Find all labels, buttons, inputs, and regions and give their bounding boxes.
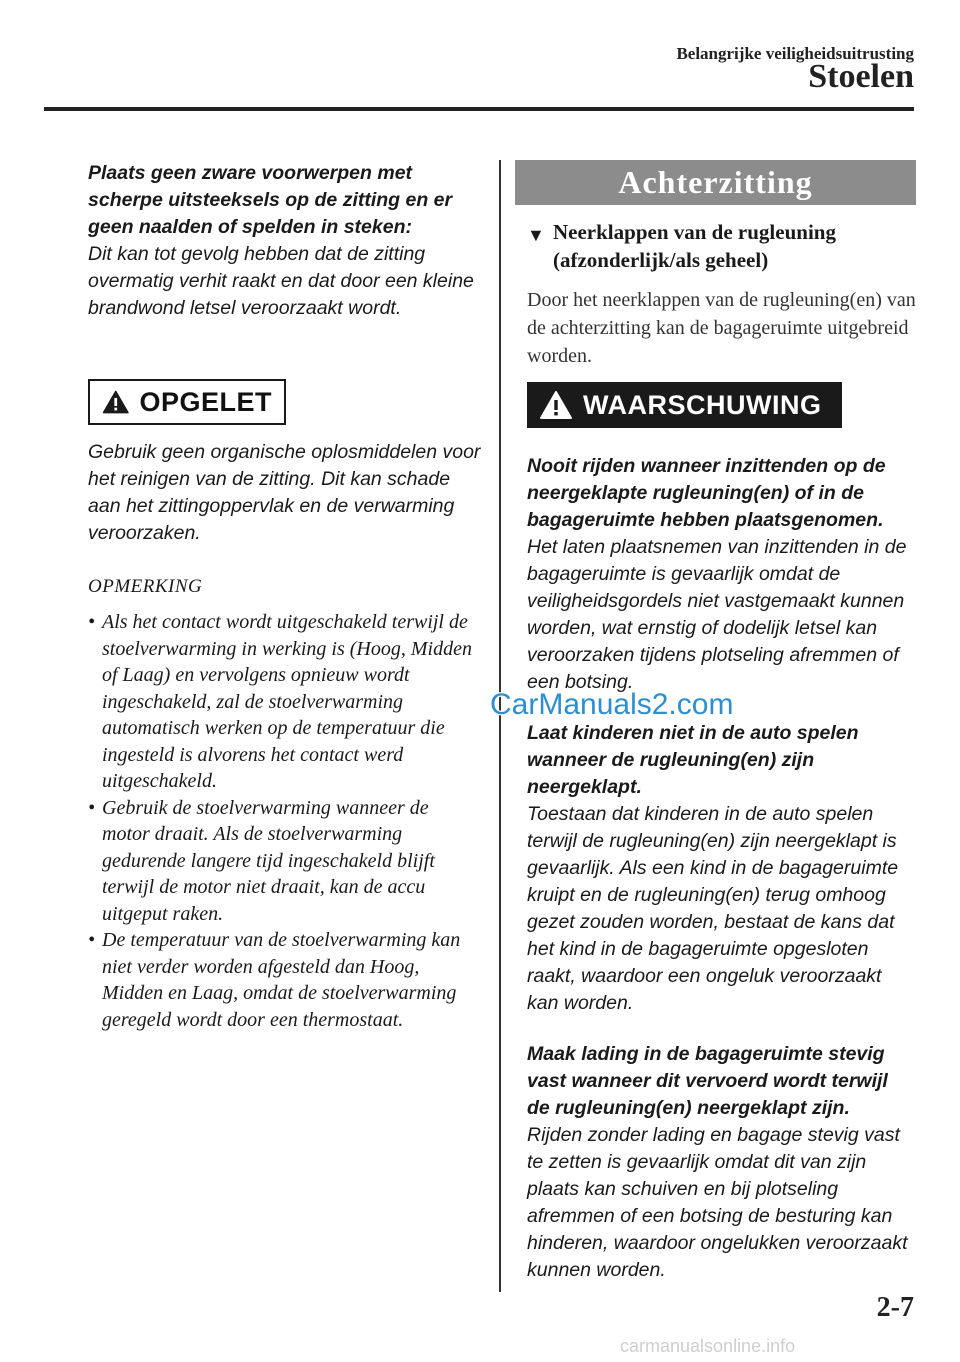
subsection-heading xyxy=(527,218,907,274)
section-intro: Door het neerklappen van de rugleuning(en) van de achterzitting kan de bagageruimte uitgebreid worden. xyxy=(527,289,916,367)
warning-body-text: Het laten plaatsnemen van inzittenden in de bagageruimte is gevaarlijk omdat de veiligheidsgordels niet vastgemaakt kunnen worden, wat ernstig of dodelijk letsel kan veroorzaken tijdens plotseling afremmen of een botsing. xyxy=(527,536,907,693)
warning-title: WAARSCHUWING xyxy=(583,389,822,420)
warning-label-box xyxy=(527,382,842,428)
seat-load-warning-text xyxy=(88,160,483,322)
watermark: CarManuals2.com xyxy=(490,688,734,721)
running-header-section: Belangrijke veiligheidsuitrusting xyxy=(676,44,914,63)
warning-block xyxy=(527,453,912,696)
footer-url: carmanualsonline.info xyxy=(620,1336,796,1356)
triangle-marker-icon: ▼ xyxy=(527,225,545,245)
header-rule xyxy=(44,107,914,111)
bullet: • xyxy=(88,611,96,633)
note-heading: OPMERKING xyxy=(88,576,203,597)
warning-body-text: Toestaan dat kinderen in de auto spelen terwijl de rugleuning(en) zijn neergeklapt is gevaarlijk. Als een kind in de bagageruimte kruipt en de rugleuning(en) terug omhoog gezet zouden worden, bestaat de kans dat het kind in de bagageruimte opgesloten raakt, waardoor een ongeluk veroorzaakt kan worden. xyxy=(527,803,899,1014)
section-header-band xyxy=(515,160,916,205)
warning-triangle-icon xyxy=(539,390,573,420)
intro-bold-statement: Plaats geen zware voorwerpen met scherpe uitsteeksels op de zitting en er geen naalden of spelden in steken: xyxy=(88,162,453,238)
intro-body-text: Dit kan tot gevolg hebben dat de zitting overmatig verhit raakt en dat door een kleine brandwond letsel veroorzaakt wordt. xyxy=(88,243,474,319)
warning-block xyxy=(527,1041,912,1284)
warning-block xyxy=(527,720,912,1017)
running-header-chapter: Stoelen xyxy=(808,58,914,95)
note-list xyxy=(88,609,478,1033)
subsection-title: Neerklappen van de rugleuning (afzonderlijk/als geheel) xyxy=(553,220,836,272)
bullet: • xyxy=(88,929,96,951)
warning-bold-statement: Maak lading in de bagageruimte stevig vast wanneer dit vervoerd wordt terwijl de rugleuning(en) neergeklapt zijn. xyxy=(527,1043,888,1119)
warning-bold-statement: Nooit rijden wanneer inzittenden op de neergeklapte rugleuning(en) of in de bagageruimte hebben plaatsgenomen. xyxy=(527,455,886,531)
section-title: Achterzitting xyxy=(618,164,813,200)
bullet: • xyxy=(88,796,96,819)
caution-text: Gebruik geen organische oplosmiddelen voor het reinigen van de zitting. Dit kan schade aan het zittingoppervlak en de verwarming veroorzaken. xyxy=(88,441,481,544)
caution-title: OPGELET xyxy=(139,386,272,417)
list-item: • De temperatuur van de stoelverwarming kan niet verder worden afgesteld dan Hoog, Midden en Laag, omdat de stoelverwarming geregeld wordt door een thermostaat. xyxy=(88,929,461,1031)
column-divider xyxy=(499,160,501,1292)
warning-body-text: Rijden zonder lading en bagage stevig vast te zetten is gevaarlijk omdat dit van zijn plaats kan schuiven en bij plotseling afremmen of een botsing de besturing kan hinderen, waardoor ongelukken veroorzaakt kunnen worden. xyxy=(527,1124,908,1281)
list-item: • Gebruik de stoelverwarming wanneer de motor draait. Als de stoelverwarming gedurende langere tijd ingeschakeld blijft terwijl de motor niet draait, kan de accu uitgeput raken. xyxy=(88,796,435,925)
caution-label-box xyxy=(88,379,286,425)
list-item: • Als het contact wordt uitgeschakeld terwijl de stoelverwarming in werking is (Hoog, Midden of Laag) en vervolgens opnieuw wordt ingeschakeld, zal de stoelverwarming automatisch werken op de temperatuur die ingesteld is alvorens het contact werd uitgeschakeld. xyxy=(88,611,472,792)
warning-triangle-icon xyxy=(102,387,129,417)
page-number: 2-7 xyxy=(876,1292,914,1323)
warning-bold-statement: Laat kinderen niet in de auto spelen wanneer de rugleuning(en) zijn neergeklapt. xyxy=(527,722,859,798)
